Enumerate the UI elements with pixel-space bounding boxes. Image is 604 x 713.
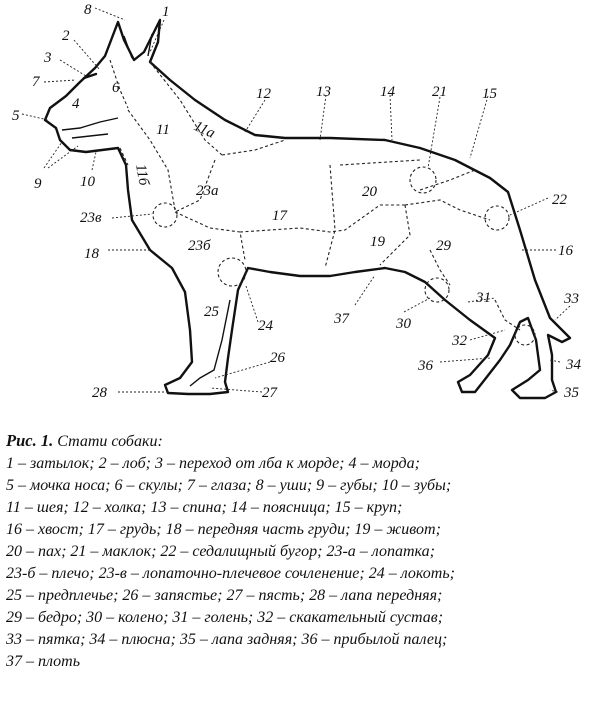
label-36: 36	[418, 358, 433, 374]
caption-title-line	[6, 430, 602, 453]
label-7: 7	[32, 74, 40, 90]
label-8: 8	[84, 2, 92, 18]
label-11: 11	[156, 122, 170, 138]
label-31: 31	[476, 290, 491, 306]
label-9: 9	[34, 176, 42, 192]
joint-23v	[153, 203, 177, 227]
label-3: 3	[44, 50, 52, 66]
label-5: 5	[12, 108, 20, 124]
label-4: 4	[72, 96, 80, 112]
caption-line: 20 – пах; 21 – маклок; 22 – седалищный бугор; 23-а – лопатка;	[6, 543, 435, 560]
label-20: 20	[362, 184, 377, 200]
caption-title: Рис. 1.	[6, 431, 54, 450]
mouth-line	[62, 118, 118, 138]
label-14: 14	[380, 84, 395, 100]
label-19: 19	[370, 234, 385, 250]
joint-21	[410, 167, 436, 193]
label-13: 13	[316, 84, 331, 100]
label-10: 10	[80, 174, 95, 190]
region-lines	[110, 60, 520, 330]
label-6: 6	[112, 80, 120, 96]
caption-line: 37 – плоть	[6, 653, 81, 670]
label-33: 33	[564, 291, 579, 307]
label-35: 35	[564, 385, 579, 401]
label-1: 1	[162, 4, 170, 20]
caption-line: 16 – хвост; 17 – грудь; 18 – передняя часть груди; 19 – живот;	[6, 521, 441, 538]
label-29: 29	[436, 238, 451, 254]
joint-22	[485, 206, 509, 230]
label-24: 24	[258, 318, 273, 334]
label-21: 21	[432, 84, 447, 100]
label-22: 22	[552, 192, 567, 208]
label-16: 16	[558, 243, 573, 259]
caption-line: 23-б – плечо; 23-в – лопаточно-плечевое сочленение; 24 – локоть;	[6, 565, 455, 582]
label-17: 17	[272, 208, 287, 224]
caption-line: 25 – предплечье; 26 – запястье; 27 – пясть; 28 – лапа передняя;	[6, 587, 443, 604]
caption-line: 33 – пятка; 34 – плюсна; 35 – лапа задняя; 36 – прибылой палец;	[6, 631, 448, 648]
label-23b: 23б	[188, 238, 211, 254]
dog-outline	[45, 20, 570, 398]
leader-lines	[22, 8, 570, 392]
label-11a: 11a	[191, 118, 218, 142]
label-37: 37	[334, 311, 349, 327]
label-11b: 11б	[132, 162, 152, 187]
label-28: 28	[92, 385, 107, 401]
label-12: 12	[256, 86, 271, 102]
label-23v: 23в	[80, 210, 102, 226]
label-25: 25	[204, 304, 219, 320]
label-30: 30	[396, 316, 411, 332]
caption-line: 1 – затылок; 2 – лоб; 3 – переход от лба к морде; 4 – морда;	[6, 455, 420, 472]
label-2: 2	[62, 28, 70, 44]
caption-line: 29 – бедро; 30 – колено; 31 – голень; 32 – скакательный сустав;	[6, 609, 444, 626]
label-23a: 23а	[196, 183, 219, 199]
label-27: 27	[262, 385, 277, 401]
label-32: 32	[452, 333, 467, 349]
label-18: 18	[84, 246, 99, 262]
caption-subtitle: Стати собаки:	[53, 433, 163, 450]
label-15: 15	[482, 86, 497, 102]
label-34: 34	[566, 357, 581, 373]
caption-line: 5 – мочка носа; 6 – скулы; 7 – глаза; 8 – уши; 9 – губы; 10 – зубы;	[6, 477, 452, 494]
figure-caption	[6, 430, 602, 673]
label-26: 26	[270, 350, 285, 366]
caption-line: 11 – шея; 12 – холка; 13 – спина; 14 – поясница; 15 – круп;	[6, 499, 403, 516]
